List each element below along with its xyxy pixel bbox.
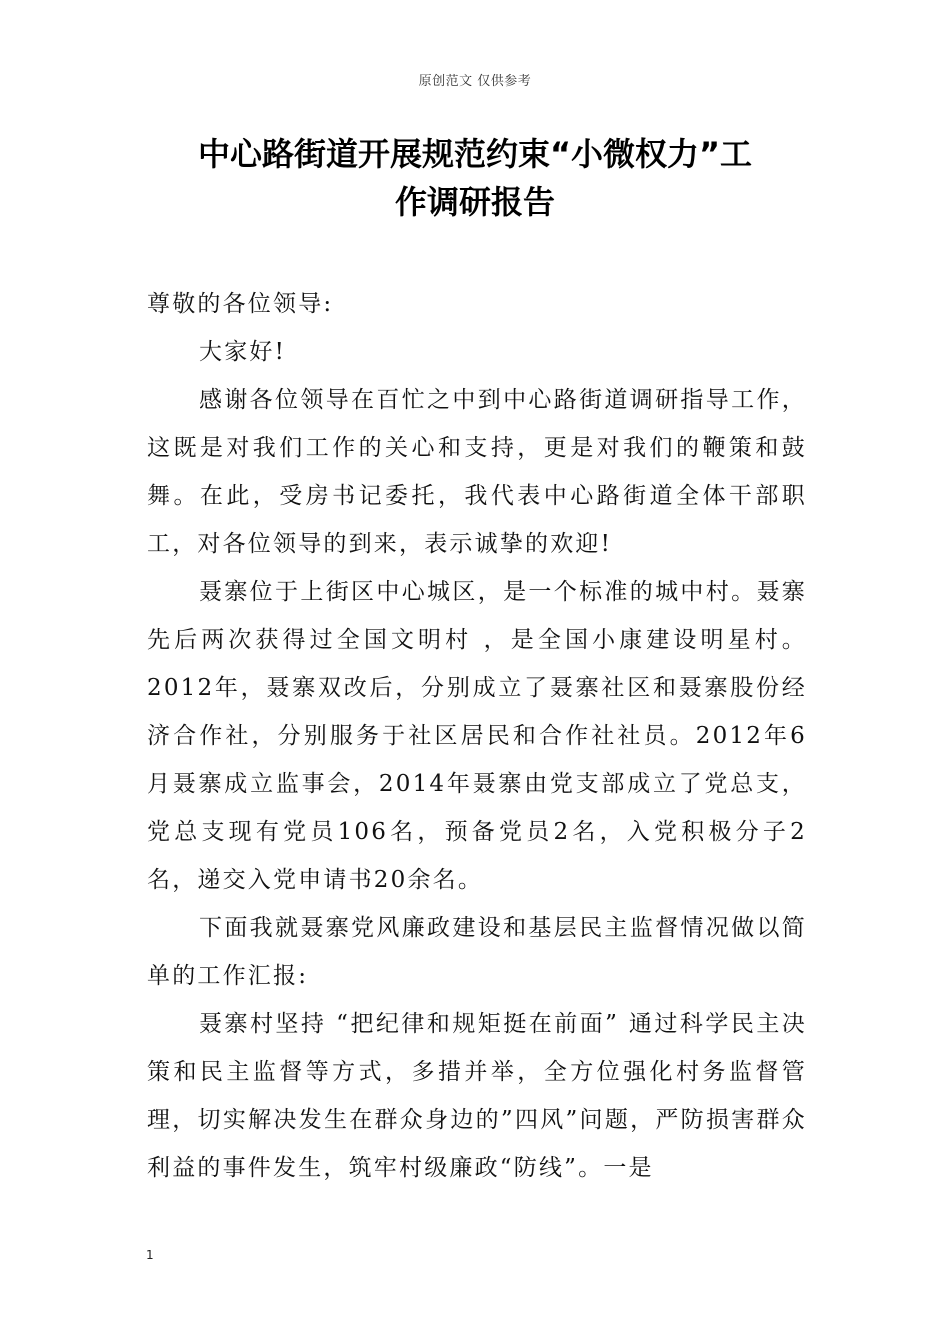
paragraph-greeting: 大家好! [199, 339, 287, 365]
salutation: 尊敬的各位领导: [147, 291, 334, 317]
page-title [140, 130, 810, 226]
document-body [147, 280, 807, 1192]
page-number: 1 [146, 1248, 154, 1262]
paragraph-discipline: 聂寨村坚持 “把纪律和规矩挺在前面” 通过科学民主决策和民主监督等方式，多措并举，全方位强化村务监督管理，切实解决发生在群众身边的”四风”问题，严防损害群众利益的事件发生，筑牢村级廉政“防线”。一是 [147, 1011, 807, 1181]
title-line-1: 中心路街道开展规范约束“小微权力”工 [197, 135, 753, 173]
header-note: 原创范文 仅供参考 [418, 74, 532, 89]
paragraph-village-intro: 聂寨位于上街区中心城区，是一个标准的城中村。聂寨先后两次获得过全国文明村 ，是全国小康建设明星村。2012年，聂寨双改后，分别成立了聂寨社区和聂寨股份经济合作社，分别服务于社区居民和合作社社员。2012年6月聂寨成立监事会，2014年聂寨由党支部成立了党总支，党总支现有党员106名，预备党员2名，入党积极分子2名，递交入党申请书20余名。 [147, 579, 807, 893]
paragraph-thanks: 感谢各位领导在百忙之中到中心路街道调研指导工作，这既是对我们工作的关心和支持，更是对我们的鞭策和鼓舞。在此，受房书记委托，我代表中心路街道全体干部职工，对各位领导的到来，表示诚挚的欢迎! [147, 387, 807, 557]
paragraph-report-intro: 下面我就聂寨党风廉政建设和基层民主监督情况做以简单的工作汇报: [147, 915, 807, 989]
title-line-2: 作调研报告 [394, 183, 555, 221]
